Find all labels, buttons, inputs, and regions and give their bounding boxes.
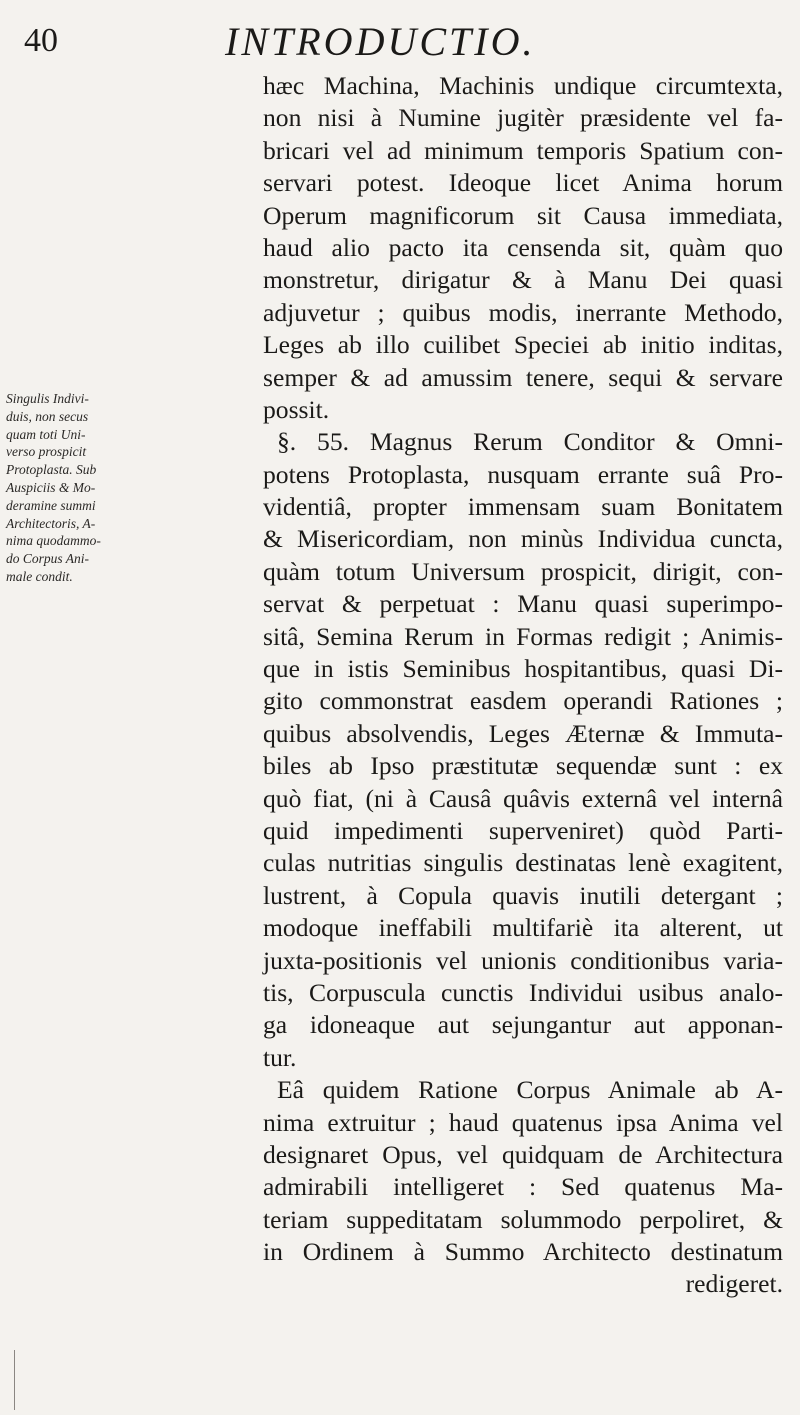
text-line: possit. — [263, 394, 330, 424]
text-line: hæc Machina, Machinis undique circumtexta, — [263, 71, 783, 100]
text-line: biles ab Ipso præstitutæ sequendæ sunt : ex — [263, 751, 783, 781]
text-line: non nisi à Numine jugitèr præsidente vel fa- — [263, 103, 783, 133]
marginal-note — [6, 390, 256, 586]
text-line: Eâ quidem Ratione Corpus Animale ab A- — [277, 1075, 783, 1105]
text-line: admirabili intelligeret : Sed quatenus Ma- — [263, 1172, 783, 1202]
marginal-note-line: Protoplasta. Sub — [6, 462, 97, 478]
text-line: tur. — [263, 1042, 297, 1072]
text-line: juxta-positionis vel unionis conditionibus varia- — [263, 945, 783, 975]
marginal-note-line: Architectoris, A- — [6, 515, 96, 531]
text-line: potens Protoplasta, nusquam errante suâ Pro- — [263, 459, 783, 489]
text-line: tis, Corpuscula cunctis Individui usibus analo- — [263, 977, 783, 1007]
text-line: quò fiat, (ni à Causâ quâvis externâ vel internâ — [263, 783, 783, 813]
section-55-heading-line: §. 55. Magnus Rerum Conditor & Omni- — [277, 427, 783, 457]
marginal-note-line: male condit. — [6, 568, 73, 584]
text-line: ga idoneaque aut sejungantur aut apponan- — [263, 1010, 783, 1040]
text-line: nima extruitur ; haud quatenus ipsa Anima vel — [263, 1107, 783, 1137]
text-line: lustrent, à Copula quavis inutili detergant ; — [263, 880, 783, 910]
text-line: monstretur, dirigatur & à Manu Dei quasi — [263, 265, 783, 295]
marginal-note-line: do Corpus Ani- — [6, 551, 90, 567]
body-text — [263, 70, 783, 1301]
text-line: que in istis Seminibus hospitantibus, quasi Di- — [263, 654, 783, 684]
running-head: INTRODUCTIO. — [225, 19, 536, 64]
text-line: gito commonstrat easdem operandi Rationes ; — [263, 686, 783, 716]
marginal-note-line: verso prospicit — [6, 444, 87, 460]
marginal-note-line: deramine summi — [6, 497, 96, 513]
text-line: quid impedimenti superveniret) quòd Parti- — [263, 815, 783, 845]
text-line: quibus absolvendis, Leges Æternæ & Immuta- — [263, 718, 783, 748]
text-line: bricari vel ad minimum temporis Spatium con- — [263, 135, 783, 165]
marginal-note-line: quam toti Uni- — [6, 426, 86, 442]
text-line: modoque ineffabili multifariè ita alterent, ut — [263, 913, 783, 943]
marginal-note-line: duis, non secus — [6, 408, 89, 424]
page-number: 40 — [24, 22, 58, 59]
text-line: sitâ, Semina Rerum in Formas redigit ; Animis- — [263, 621, 783, 651]
text-line: Leges ab illo cuilibet Speciei ab initio inditas, — [263, 330, 783, 360]
text-line: redigeret. — [685, 1269, 783, 1299]
marginal-note-line: nima quodammo- — [6, 533, 101, 549]
text-line: videntiâ, propter immensam suam Bonitatem — [263, 492, 783, 522]
text-line: in Ordinem à Summo Architecto destinatum — [263, 1237, 783, 1267]
text-line: teriam suppeditatam solummodo perpoliret, & — [263, 1204, 783, 1234]
text-line: designaret Opus, vel quidquam de Architectura — [263, 1139, 783, 1169]
text-line: quàm totum Universum prospicit, dirigit, con- — [263, 556, 783, 586]
marginal-note-line: Singulis Indivi- — [6, 391, 89, 406]
text-line: & Misericordiam, non minùs Individua cuncta, — [263, 524, 783, 554]
text-line: Operum magnificorum sit Causa immediata, — [263, 200, 783, 230]
marginal-note-line: Auspiciis & Mo- — [6, 479, 96, 495]
text-line: adjuvetur ; quibus modis, inerrante Methodo, — [263, 297, 783, 327]
text-line: haud alio pacto ita censenda sit, quàm quo — [263, 232, 783, 262]
text-line: semper & ad amussim tenere, sequi & servare — [263, 362, 783, 392]
text-line: servari potest. Ideoque licet Anima horum — [263, 168, 783, 198]
text-line: culas nutritias singulis destinatas lenè exagitent, — [263, 848, 783, 878]
text-line: servat & perpetuat : Manu quasi superimpo- — [263, 589, 783, 619]
margin-rule — [14, 1350, 15, 1410]
